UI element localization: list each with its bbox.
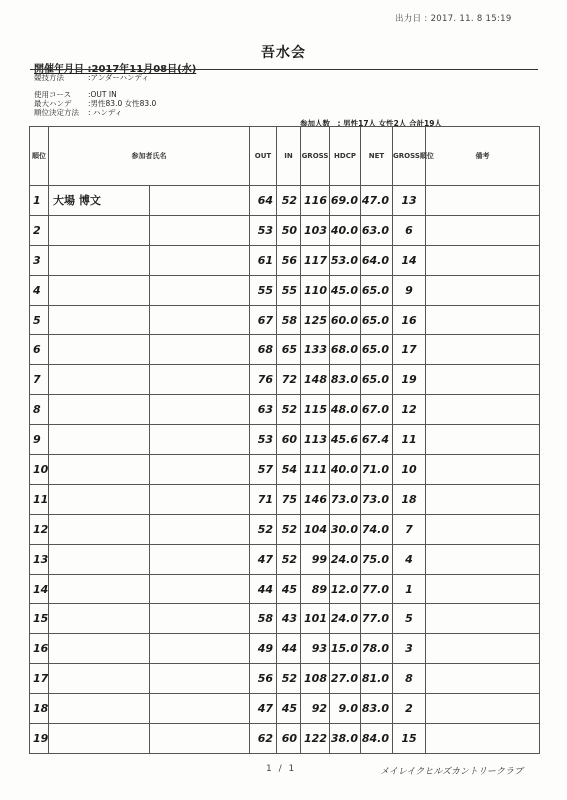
cell-name: [49, 425, 150, 455]
cell-name-extra: [150, 186, 250, 216]
cell-gross: 146: [301, 484, 330, 514]
cell-name: [49, 694, 150, 724]
cell-remarks: [426, 365, 540, 395]
cell-out: 68: [250, 335, 277, 365]
col-rank: 順位: [30, 127, 49, 186]
cell-out: 64: [250, 186, 277, 216]
page-title: 吾水会: [261, 45, 306, 61]
cell-in: 45: [277, 574, 301, 604]
cell-out: 52: [250, 514, 277, 544]
cell-rank: 16: [30, 634, 49, 664]
cell-out: 53: [250, 215, 277, 245]
table-row: [30, 425, 540, 455]
cell-rank: 19: [30, 724, 49, 754]
cell-hdcp: 12.0: [330, 574, 361, 604]
cell-name-extra: [150, 694, 250, 724]
cell-name-extra: [150, 455, 250, 485]
cell-gross-rank: 15: [393, 724, 426, 754]
cell-gross-rank: 1: [393, 574, 426, 604]
header-divider: [30, 69, 538, 70]
cell-rank: 1: [30, 186, 49, 216]
results-body: [30, 186, 540, 754]
cell-remarks: [426, 425, 540, 455]
cell-name: [49, 275, 150, 305]
table-row: [30, 365, 540, 395]
cell-rank: 18: [30, 694, 49, 724]
table-row: [30, 245, 540, 275]
cell-in: 52: [277, 186, 301, 216]
cell-net: 83.0: [361, 694, 393, 724]
cell-gross-rank: 14: [393, 245, 426, 275]
course-used-value: :OUT IN: [88, 90, 117, 99]
cell-remarks: [426, 664, 540, 694]
cell-rank: 5: [30, 305, 49, 335]
cell-rank: 7: [30, 365, 49, 395]
cell-hdcp: 68.0: [330, 335, 361, 365]
cell-remarks: [426, 694, 540, 724]
cell-out: 56: [250, 664, 277, 694]
cell-name: [49, 514, 150, 544]
cell-remarks: [426, 395, 540, 425]
cell-remarks: [426, 215, 540, 245]
cell-remarks: [426, 275, 540, 305]
table-row: [30, 186, 540, 216]
cell-gross-rank: 16: [393, 305, 426, 335]
cell-remarks: [426, 634, 540, 664]
cell-hdcp: 45.6: [330, 425, 361, 455]
cell-gross-rank: 5: [393, 604, 426, 634]
cell-gross-rank: 3: [393, 634, 426, 664]
cell-gross: 99: [301, 544, 330, 574]
cell-in: 44: [277, 634, 301, 664]
cell-remarks: [426, 335, 540, 365]
cell-net: 47.0: [361, 186, 393, 216]
cell-net: 67.4: [361, 425, 393, 455]
cell-hdcp: 40.0: [330, 215, 361, 245]
cell-out: 71: [250, 484, 277, 514]
table-row: [30, 305, 540, 335]
cell-gross-rank: 13: [393, 186, 426, 216]
cell-rank: 11: [30, 484, 49, 514]
cell-remarks: [426, 455, 540, 485]
cell-net: 65.0: [361, 275, 393, 305]
cell-rank: 17: [30, 664, 49, 694]
cell-gross: 93: [301, 634, 330, 664]
cell-gross: 103: [301, 215, 330, 245]
table-row: [30, 335, 540, 365]
cell-name-extra: [150, 664, 250, 694]
cell-remarks: [426, 245, 540, 275]
cell-rank: 12: [30, 514, 49, 544]
cell-remarks: [426, 574, 540, 604]
page-number: 1 / 1: [266, 764, 297, 774]
cell-gross-rank: 6: [393, 215, 426, 245]
cell-name: [49, 395, 150, 425]
cell-name: [49, 455, 150, 485]
col-gross-rank: GROSS順位: [393, 127, 426, 186]
results-table: [29, 126, 540, 754]
max-handicap-label: 最大ハンデ: [34, 99, 72, 108]
cell-gross: 115: [301, 395, 330, 425]
cell-out: 47: [250, 694, 277, 724]
cell-net: 77.0: [361, 574, 393, 604]
cell-gross: 125: [301, 305, 330, 335]
cell-gross-rank: 19: [393, 365, 426, 395]
cell-net: 65.0: [361, 305, 393, 335]
cell-name: [49, 365, 150, 395]
cell-rank: 4: [30, 275, 49, 305]
cell-gross: 108: [301, 664, 330, 694]
cell-name-extra: [150, 724, 250, 754]
cell-in: 58: [277, 305, 301, 335]
table-row: [30, 724, 540, 754]
cell-gross-rank: 18: [393, 484, 426, 514]
cell-hdcp: 24.0: [330, 604, 361, 634]
cell-net: 67.0: [361, 395, 393, 425]
cell-gross: 92: [301, 694, 330, 724]
participant-count: 参加人数 : 男性17人 女性2人 合計19人: [300, 119, 442, 128]
cell-in: 52: [277, 514, 301, 544]
event-date: 開催年月日 :2017年11月08日(水): [34, 64, 197, 75]
cell-in: 54: [277, 455, 301, 485]
table-row: [30, 664, 540, 694]
table-row: [30, 395, 540, 425]
cell-gross: 104: [301, 514, 330, 544]
cell-gross-rank: 4: [393, 544, 426, 574]
cell-name-extra: [150, 245, 250, 275]
cell-remarks: [426, 514, 540, 544]
cell-gross: 111: [301, 455, 330, 485]
cell-rank: 14: [30, 574, 49, 604]
cell-net: 84.0: [361, 724, 393, 754]
cell-net: 78.0: [361, 634, 393, 664]
cell-name-extra: [150, 305, 250, 335]
cell-in: 50: [277, 215, 301, 245]
cell-net: 75.0: [361, 544, 393, 574]
cell-out: 76: [250, 365, 277, 395]
cell-remarks: [426, 604, 540, 634]
cell-net: 81.0: [361, 664, 393, 694]
cell-in: 52: [277, 664, 301, 694]
ranking-method-label: 順位決定方法: [34, 108, 79, 117]
cell-gross: 117: [301, 245, 330, 275]
cell-in: 45: [277, 694, 301, 724]
table-row: [30, 514, 540, 544]
ranking-method-value: : ハンディ: [88, 108, 123, 117]
club-name: メイレイクヒルズカントリークラブ: [380, 767, 523, 777]
cell-rank: 6: [30, 335, 49, 365]
table-row: [30, 215, 540, 245]
cell-hdcp: 45.0: [330, 275, 361, 305]
cell-in: 60: [277, 425, 301, 455]
cell-name: [49, 634, 150, 664]
cell-hdcp: 9.0: [330, 694, 361, 724]
cell-out: 58: [250, 604, 277, 634]
col-in: IN: [277, 127, 301, 186]
cell-out: 49: [250, 634, 277, 664]
cell-gross: 113: [301, 425, 330, 455]
cell-name-extra: [150, 634, 250, 664]
table-row: [30, 275, 540, 305]
cell-name: 大場 博文: [49, 186, 150, 216]
cell-name-extra: [150, 395, 250, 425]
cell-gross: 133: [301, 335, 330, 365]
table-row: [30, 694, 540, 724]
table-row: [30, 574, 540, 604]
col-name: 参加者氏名: [49, 127, 250, 186]
table-row: [30, 455, 540, 485]
cell-in: 52: [277, 395, 301, 425]
cell-name: [49, 544, 150, 574]
cell-out: 55: [250, 275, 277, 305]
cell-gross-rank: 10: [393, 455, 426, 485]
cell-name-extra: [150, 574, 250, 604]
cell-gross: 101: [301, 604, 330, 634]
cell-out: 67: [250, 305, 277, 335]
cell-remarks: [426, 484, 540, 514]
cell-hdcp: 30.0: [330, 514, 361, 544]
cell-hdcp: 48.0: [330, 395, 361, 425]
cell-in: 60: [277, 724, 301, 754]
cell-hdcp: 15.0: [330, 634, 361, 664]
table-row: [30, 604, 540, 634]
cell-rank: 10: [30, 455, 49, 485]
cell-rank: 13: [30, 544, 49, 574]
cell-name: [49, 245, 150, 275]
col-out: OUT: [250, 127, 277, 186]
cell-hdcp: 24.0: [330, 544, 361, 574]
cell-name-extra: [150, 215, 250, 245]
cell-out: 57: [250, 455, 277, 485]
cell-hdcp: 60.0: [330, 305, 361, 335]
cell-net: 63.0: [361, 215, 393, 245]
cell-rank: 8: [30, 395, 49, 425]
cell-name-extra: [150, 335, 250, 365]
table-row: [30, 484, 540, 514]
cell-hdcp: 38.0: [330, 724, 361, 754]
cell-rank: 2: [30, 215, 49, 245]
cell-net: 65.0: [361, 335, 393, 365]
cell-hdcp: 40.0: [330, 455, 361, 485]
cell-gross-rank: 7: [393, 514, 426, 544]
cell-rank: 15: [30, 604, 49, 634]
cell-name-extra: [150, 514, 250, 544]
cell-rank: 9: [30, 425, 49, 455]
col-net: NET: [361, 127, 393, 186]
cell-in: 65: [277, 335, 301, 365]
cell-name: [49, 724, 150, 754]
course-used-label: 使用コース: [34, 90, 72, 99]
competition-method-value: :アンダーハンディ: [88, 73, 149, 82]
cell-name: [49, 574, 150, 604]
cell-hdcp: 27.0: [330, 664, 361, 694]
cell-out: 47: [250, 544, 277, 574]
cell-remarks: [426, 186, 540, 216]
cell-in: 52: [277, 544, 301, 574]
cell-remarks: [426, 544, 540, 574]
cell-name-extra: [150, 365, 250, 395]
cell-name: [49, 215, 150, 245]
cell-in: 55: [277, 275, 301, 305]
cell-gross: 122: [301, 724, 330, 754]
cell-gross-rank: 8: [393, 664, 426, 694]
cell-in: 43: [277, 604, 301, 634]
cell-name-extra: [150, 604, 250, 634]
cell-net: 64.0: [361, 245, 393, 275]
cell-gross-rank: 17: [393, 335, 426, 365]
cell-in: 72: [277, 365, 301, 395]
competition-method-label: 競技方法: [34, 73, 64, 82]
cell-gross: 148: [301, 365, 330, 395]
cell-in: 75: [277, 484, 301, 514]
col-gross: GROSS: [301, 127, 330, 186]
competition-method: [34, 72, 149, 83]
cell-gross-rank: 2: [393, 694, 426, 724]
cell-out: 62: [250, 724, 277, 754]
cell-gross-rank: 11: [393, 425, 426, 455]
cell-out: 53: [250, 425, 277, 455]
cell-name: [49, 664, 150, 694]
cell-remarks: [426, 305, 540, 335]
cell-name: [49, 484, 150, 514]
cell-gross: 89: [301, 574, 330, 604]
table-row: [30, 634, 540, 664]
cell-gross-rank: 9: [393, 275, 426, 305]
cell-name-extra: [150, 425, 250, 455]
cell-out: 63: [250, 395, 277, 425]
cell-net: 65.0: [361, 365, 393, 395]
ranking-method: [34, 107, 122, 118]
cell-name-extra: [150, 275, 250, 305]
cell-name: [49, 305, 150, 335]
cell-hdcp: 73.0: [330, 484, 361, 514]
cell-gross-rank: 12: [393, 395, 426, 425]
max-handicap-value: :男性83.0 女性83.0: [88, 99, 157, 108]
cell-name: [49, 335, 150, 365]
cell-hdcp: 53.0: [330, 245, 361, 275]
table-row: [30, 544, 540, 574]
cell-gross: 110: [301, 275, 330, 305]
cell-net: 71.0: [361, 455, 393, 485]
cell-hdcp: 83.0: [330, 365, 361, 395]
table-header-row: [30, 127, 540, 186]
cell-net: 77.0: [361, 604, 393, 634]
col-remarks: 備考: [426, 127, 540, 186]
cell-rank: 3: [30, 245, 49, 275]
cell-hdcp: 69.0: [330, 186, 361, 216]
cell-out: 61: [250, 245, 277, 275]
cell-gross: 116: [301, 186, 330, 216]
cell-name-extra: [150, 544, 250, 574]
cell-remarks: [426, 724, 540, 754]
col-hdcp: HDCP: [330, 127, 361, 186]
cell-net: 74.0: [361, 514, 393, 544]
print-date: 出力日 : 2017. 11. 8 15:19: [395, 14, 512, 24]
cell-name: [49, 604, 150, 634]
cell-out: 44: [250, 574, 277, 604]
cell-in: 56: [277, 245, 301, 275]
cell-name-extra: [150, 484, 250, 514]
cell-net: 73.0: [361, 484, 393, 514]
